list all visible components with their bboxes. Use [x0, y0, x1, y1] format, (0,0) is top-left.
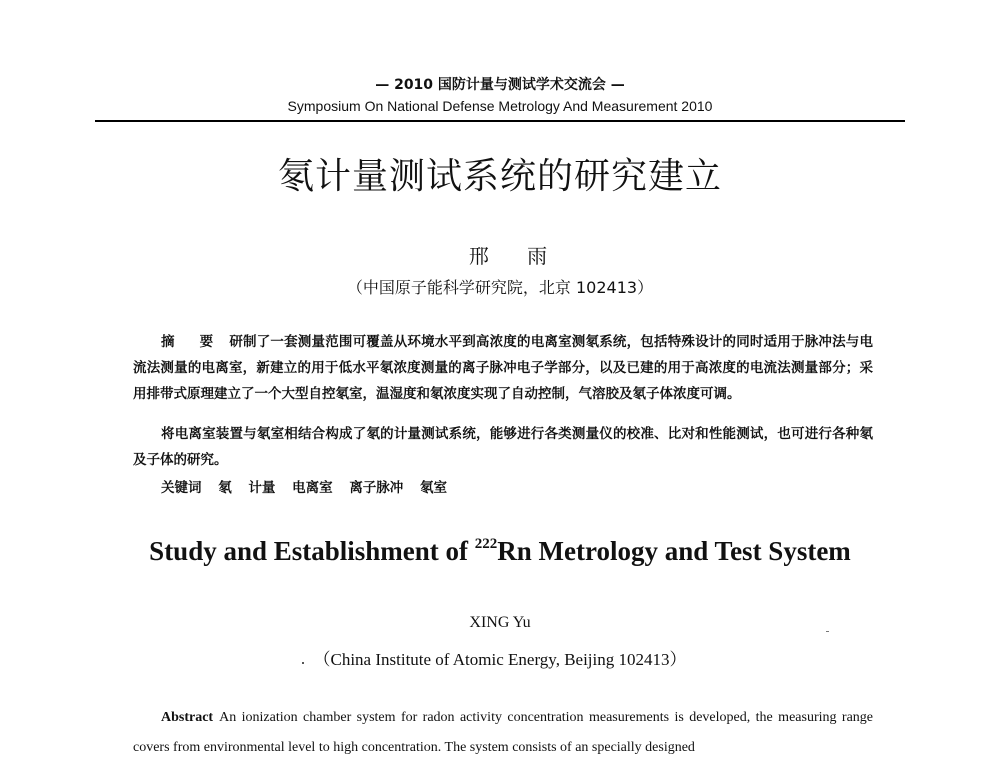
author-cn: 邢 雨: [468, 244, 564, 268]
conference-title-cn: — 2010 国防计量与测试学术交流会 —: [375, 77, 625, 93]
keyword: 电离室: [292, 480, 333, 496]
keyword: 氡: [218, 480, 232, 496]
keyword: 离子脉冲: [349, 480, 404, 496]
abstract-en-label: Abstract: [161, 710, 214, 725]
abstract-cn: [133, 329, 873, 407]
scan-speck: [302, 662, 304, 664]
header-rule: [95, 120, 905, 122]
abstract-cn-paragraph-2: 将电离室装置与氡室相结合构成了氡的计量测试系统，能够进行各类测量仪的校准、比对和性能测试，也可进行各种氡及子体的研究。: [133, 426, 873, 468]
author-en: XING Yu: [469, 614, 531, 631]
keyword: 氡室: [420, 480, 448, 496]
paper-title-en-superscript: 222: [474, 536, 498, 552]
paper-title-cn: 氡计量测试系统的研究建立: [277, 156, 722, 197]
affiliation-en: （China Institute of Atomic Energy, Beijing 102413）: [313, 650, 687, 669]
abstract-en-text: An ionization chamber system for radon activity concentration measurements is developed, the measuring range covers from environmental level to high concentration. The system consists of an specially designed: [133, 710, 873, 755]
scan-speck: [826, 631, 829, 632]
paper-title-en-post: Rn Metrology and Test System: [497, 536, 851, 566]
paper-title-en: [0, 536, 1000, 567]
keyword: 计量: [248, 480, 276, 496]
abstract-en: [133, 703, 873, 763]
abstract-cn-label: 摘 要: [161, 334, 224, 350]
paper-title-en-pre: Study and Establishment of: [149, 536, 475, 566]
conference-title-en: Symposium On National Defense Metrology And Measurement 2010: [287, 98, 713, 114]
keywords-label: 关键词: [161, 480, 202, 496]
keywords-cn: [161, 476, 447, 496]
affiliation-cn: （中国原子能科学研究院，北京 102413）: [346, 278, 654, 297]
abstract-cn-text: 研制了一套测量范围可覆盖从环境水平到高浓度的电离室测氡系统，包括特殊设计的同时适用于脉冲法与电流法测量的电离室，新建立的用于低水平氡浓度测量的离子脉冲电子学部分，以及已建的用于高浓度的电流法测量部分；采用排带式原理建立了一个大型自控氡室，温湿度和氡浓度实现了自动控制，气溶胶及氡子体浓度可调。: [133, 334, 874, 402]
